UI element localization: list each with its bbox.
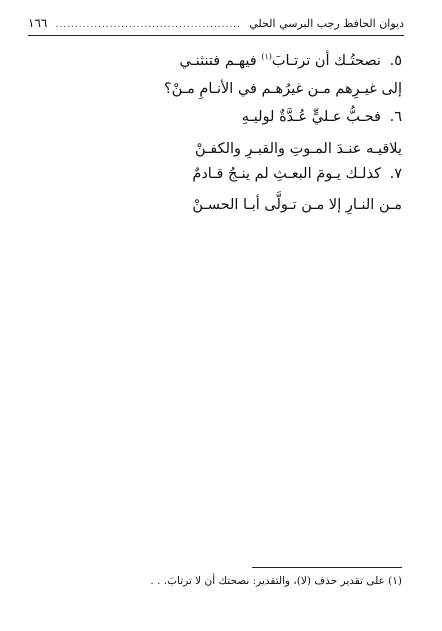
footnote: (١) على تقدير حذف (لا)، والتقدير: نصحتك أن لا ترتابَ. . . <box>150 575 402 587</box>
verse-text: فيهـم فتنثنـي <box>179 52 257 69</box>
footnote-separator <box>252 567 402 568</box>
verse-6-second-hemistich <box>28 138 402 160</box>
verse-7-first-hemistich <box>28 163 402 185</box>
header-dot-leader: ................................................ <box>55 20 241 30</box>
verse-text: نصحتُـك أن ترتـابَ <box>271 52 381 69</box>
verse-text: يلاقيـه عنـدَ المـوتِ والقبـرِ والكفـنْ <box>194 141 402 157</box>
verse-text: مـن النـارِ إلا مـن تـولَّى أبـا الحسـنْ <box>192 197 402 213</box>
footnote-marker[interactable]: (١) <box>261 52 272 61</box>
running-header <box>28 14 404 32</box>
verse-number: ٦. <box>389 109 402 125</box>
verse-7-second-hemistich <box>28 194 402 216</box>
verse-text: إلى غيـرِهم مـن غيرُهـم في الأنـامِ مـنْ؟ <box>164 81 402 97</box>
verse-number: ٥. <box>389 52 402 69</box>
header-title: ديوان الحافظ رجب البرسي الحلي <box>249 17 404 30</box>
verse-text: كذلـك يـومَ البعـثِ لم ينـجُ قـادمٌ <box>192 166 381 182</box>
verse-number: ٧. <box>389 166 402 182</box>
page-number: ١٦٦ <box>28 16 48 30</box>
header-rule <box>28 35 404 36</box>
verse-5-second-hemistich <box>28 78 402 100</box>
verse-6-first-hemistich <box>28 106 402 128</box>
verse-text: فحـبُّ عـليٍّ عُـدَّةٌ لوليـهِ <box>241 109 381 125</box>
verse-5-first-hemistich <box>28 46 402 72</box>
